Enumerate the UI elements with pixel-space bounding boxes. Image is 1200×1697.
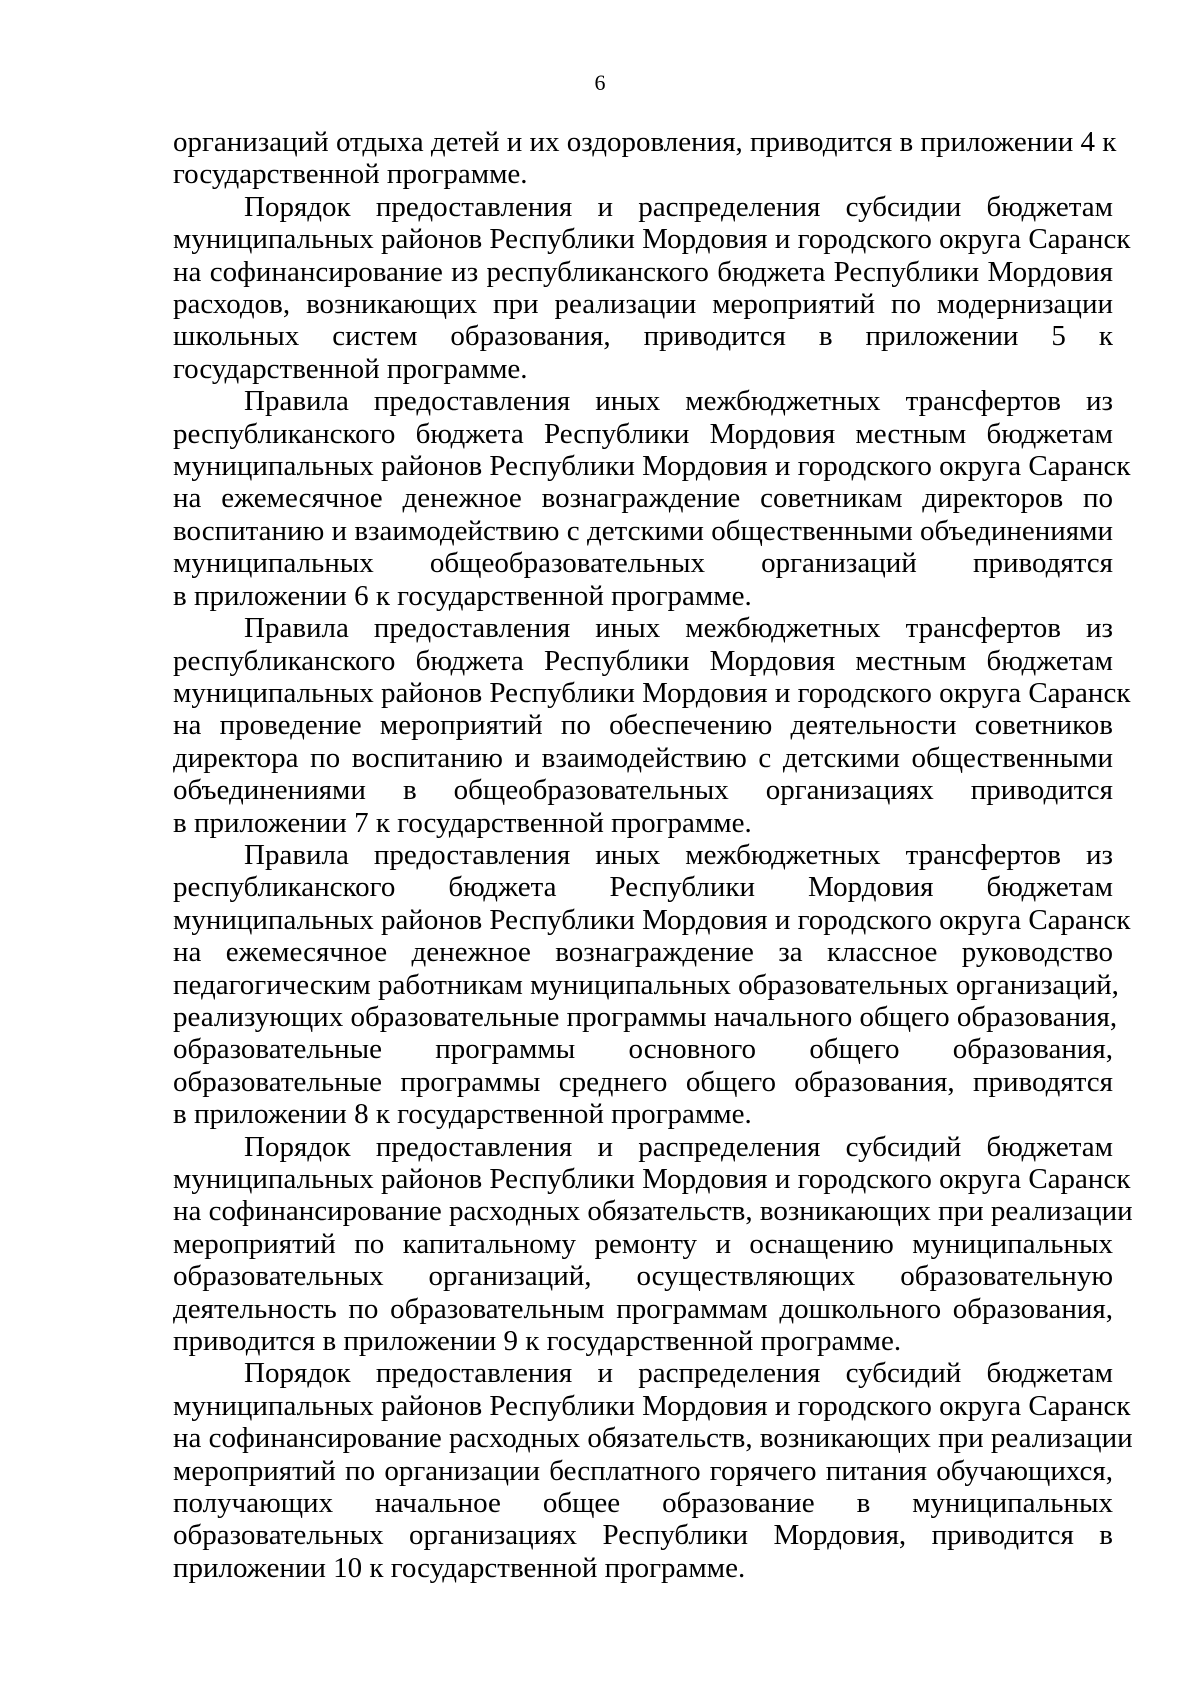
text-line: расходов, возникающих при реализации мероприятий по модернизации <box>173 288 1113 321</box>
text-line: мероприятий по организации бесплатного горячего питания обучающихся, <box>173 1454 1113 1487</box>
text-line: муниципальных районов Республики Мордовия и городского округа Саранск <box>173 1389 1131 1422</box>
text-line: на софинансирование из республиканского бюджета Республики Мордовия <box>173 255 1113 288</box>
text-line: образовательных организациях Республики Мордовия, приводится в <box>173 1519 1113 1552</box>
text-line: получающих начальное общее образование в муниципальных <box>173 1487 1113 1520</box>
text-line: мероприятий по капитальному ремонту и оснащению муниципальных <box>173 1227 1113 1260</box>
text-line: деятельность по образовательным программам дошкольного образования, <box>173 1292 1113 1325</box>
text-line: образовательных организаций, осуществляющих образовательную <box>173 1260 1113 1293</box>
text-line: в приложении 7 к государственной программе. <box>173 806 752 839</box>
text-line: на ежемесячное денежное вознаграждение советникам директоров по <box>173 482 1113 515</box>
text-line: муниципальных районов Республики Мордовия и городского округа Саранск <box>173 223 1131 256</box>
text-line: реализующих образовательные программы начального общего образования, <box>173 1000 1118 1033</box>
paragraph <box>173 190 1131 385</box>
text-line: на проведение мероприятий по обеспечению деятельности советников <box>173 709 1113 742</box>
text-line: школьных систем образования, приводится в приложении 5 к <box>173 320 1113 353</box>
paragraph <box>173 385 1131 612</box>
text-line: на софинансирование расходных обязательств, возникающих при реализации <box>173 1422 1133 1455</box>
text-line: педагогическим работникам муниципальных образовательных организаций, <box>173 968 1119 1001</box>
text-line: приложении 10 к государственной программе. <box>173 1551 746 1584</box>
text-line: Правила предоставления иных межбюджетных трансфертов из <box>244 385 1113 418</box>
paragraph <box>173 126 1117 191</box>
text-line: республиканского бюджета Республики Мордовия бюджетам <box>173 871 1113 904</box>
text-line: республиканского бюджета Республики Мордовия местным бюджетам <box>173 417 1113 450</box>
text-line: муниципальных общеобразовательных организаций приводятся <box>173 547 1113 580</box>
text-line: Правила предоставления иных межбюджетных трансфертов из <box>244 612 1113 645</box>
text-line: муниципальных районов Республики Мордовия и городского округа Саранск <box>173 676 1131 709</box>
text-line: на ежемесячное денежное вознаграждение за классное руководство <box>173 936 1113 969</box>
text-line: директора по воспитанию и взаимодействию с детскими общественными <box>173 741 1113 774</box>
text-line: на софинансирование расходных обязательств, возникающих при реализации <box>173 1195 1133 1228</box>
text-line: Порядок предоставления и распределения субсидии бюджетам <box>244 190 1113 223</box>
document-body <box>173 126 1133 1584</box>
text-line: республиканского бюджета Республики Мордовия местным бюджетам <box>173 644 1113 677</box>
text-line: образовательные программы основного общего образования, <box>173 1033 1113 1066</box>
text-line: организаций отдыха детей и их оздоровления, приводится в приложении 4 к <box>173 126 1117 158</box>
text-line: муниципальных районов Республики Мордовия и городского округа Саранск <box>173 450 1131 483</box>
paragraph <box>173 1130 1133 1358</box>
text-line: государственной программе. <box>173 158 528 191</box>
paragraph <box>173 838 1131 1131</box>
page-number: 6 <box>594 70 606 95</box>
paragraph <box>173 612 1131 839</box>
text-line: в приложении 6 к государственной программе. <box>173 579 752 612</box>
text-line: в приложении 8 к государственной программе. <box>173 1098 752 1131</box>
text-line: приводится в приложении 9 к государственной программе. <box>173 1325 902 1358</box>
text-line: Порядок предоставления и распределения субсидий бюджетам <box>244 1130 1113 1163</box>
text-line: образовательные программы среднего общего образования, приводятся <box>173 1065 1113 1098</box>
text-line: Порядок предоставления и распределения субсидий бюджетам <box>244 1357 1113 1390</box>
text-line: воспитанию и взаимодействию с детскими общественными объединениями <box>173 514 1113 547</box>
paragraph <box>173 1357 1133 1584</box>
text-line: муниципальных районов Республики Мордовия и городского округа Саранск <box>173 903 1131 936</box>
text-line: Правила предоставления иных межбюджетных трансфертов из <box>244 838 1113 871</box>
text-line: объединениями в общеобразовательных организациях приводится <box>173 774 1113 807</box>
text-line: государственной программе. <box>173 352 528 385</box>
text-line: муниципальных районов Республики Мордовия и городского округа Саранск <box>173 1163 1131 1195</box>
